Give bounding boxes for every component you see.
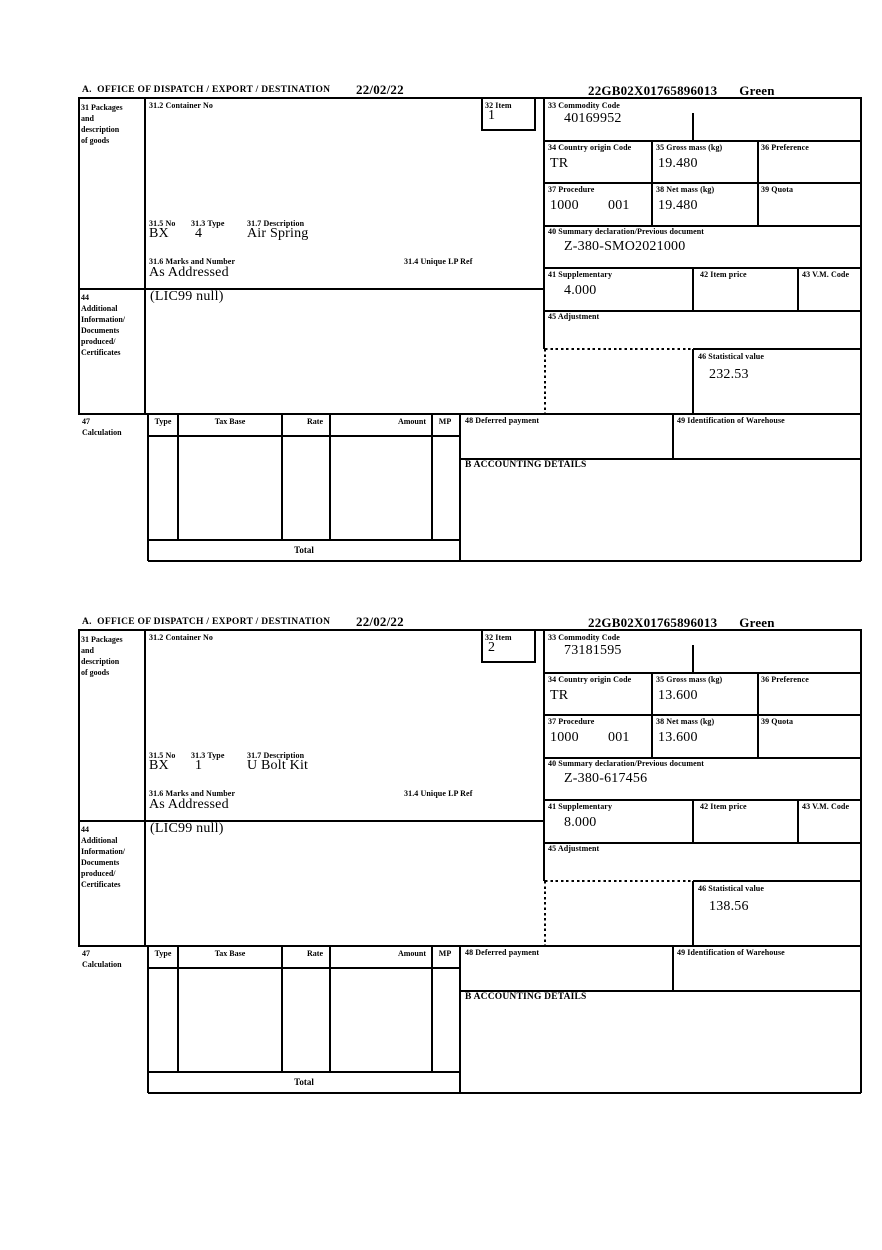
total-label: Total <box>294 545 314 555</box>
warehouse-id-label: 49 Identification of Warehouse <box>677 416 785 425</box>
calc-col-rate: Rate <box>307 417 323 426</box>
marks-value: As Addressed <box>149 797 229 812</box>
marks-value: As Addressed <box>149 265 229 280</box>
calc-col-type: Type <box>154 949 172 958</box>
net-mass-label: 38 Net mass (kg) <box>656 185 715 194</box>
form-grid-lines <box>78 618 862 1094</box>
form-grid-lines <box>78 86 862 562</box>
previous-document-value: Z-380-SMO2021000 <box>564 239 686 254</box>
statistical-value-label: 46 Statistical value <box>698 884 764 893</box>
description-value: Air Spring <box>247 226 309 241</box>
supplementary-label: 41 Supplementary <box>548 802 613 811</box>
net-mass-value: 19.480 <box>658 198 698 213</box>
supplementary-value: 4.000 <box>564 283 597 298</box>
unique-lp-ref-label: 31.4 Unique LP Ref <box>404 257 473 266</box>
calc-col-tax-base: Tax Base <box>214 949 246 958</box>
vm-code-label: 43 V.M. Code <box>802 270 850 279</box>
package-no-value: BX <box>149 758 169 773</box>
calc-col-tax-base: Tax Base <box>214 417 246 426</box>
previous-document-label: 40 Summary declaration/Previous document <box>548 227 705 236</box>
country-origin-label: 34 Country origin Code <box>548 143 632 152</box>
adjustment-label: 45 Adjustment <box>548 312 600 321</box>
box47-calculation-label: 47 Calculation <box>82 417 122 437</box>
supplementary-value: 8.000 <box>564 815 597 830</box>
procedure-value: 1000 <box>550 730 579 745</box>
net-mass-value: 13.600 <box>658 730 698 745</box>
package-type-value: 1 <box>195 758 203 773</box>
marks-number-label: 31.6 Marks and Number <box>149 257 236 266</box>
movement-reference-number: 22GB02X01765896013 <box>588 83 718 98</box>
net-mass-label: 38 Net mass (kg) <box>656 717 715 726</box>
package-no-label: 31.5 No <box>149 751 176 760</box>
declaration-item-section <box>78 614 862 1094</box>
movement-reference-number: 22GB02X01765896013 <box>588 615 718 630</box>
office-of-dispatch-label: A. OFFICE OF DISPATCH / EXPORT / DESTINATION <box>82 85 331 95</box>
item-price-label: 42 Item price <box>700 802 747 811</box>
quota-label: 39 Quota <box>761 717 794 726</box>
statistical-value: 138.56 <box>709 899 749 914</box>
adjustment-label: 45 Adjustment <box>548 844 600 853</box>
box31-packages-label: 31 Packages and description of goods <box>81 635 123 677</box>
procedure-label: 37 Procedure <box>548 185 595 194</box>
procedure-code2-value: 001 <box>608 198 630 213</box>
calc-col-mp: MP <box>438 949 452 958</box>
total-label: Total <box>294 1077 314 1087</box>
box44-additional-label: 44 Additional Information/ Documents produced/ Certificates <box>81 293 125 357</box>
unique-lp-ref-label: 31.4 Unique LP Ref <box>404 789 473 798</box>
additional-info-value: (LIC99 null) <box>150 289 224 304</box>
procedure-label: 37 Procedure <box>548 717 595 726</box>
routing-status: Green <box>739 83 775 98</box>
country-origin-label: 34 Country origin Code <box>548 675 632 684</box>
declaration-item-section <box>78 82 862 562</box>
additional-info-value: (LIC99 null) <box>150 821 224 836</box>
calc-col-rate: Rate <box>307 949 323 958</box>
calc-col-amount: Amount <box>397 417 426 426</box>
country-origin-value: TR <box>550 156 569 171</box>
description-label: 31.7 Description <box>247 751 305 760</box>
calc-col-mp: MP <box>438 417 452 426</box>
previous-document-label: 40 Summary declaration/Previous document <box>548 759 705 768</box>
package-type-label: 31.3 Type <box>191 219 225 228</box>
statistical-value-label: 46 Statistical value <box>698 352 764 361</box>
reference-row <box>588 615 775 631</box>
accounting-details-label: B ACCOUNTING DETAILS <box>465 992 587 1002</box>
procedure-code2-value: 001 <box>608 730 630 745</box>
accounting-details-label: B ACCOUNTING DETAILS <box>465 460 587 470</box>
deferred-payment-label: 48 Deferred payment <box>465 416 540 425</box>
preference-label: 36 Preference <box>761 675 809 684</box>
marks-number-label: 31.6 Marks and Number <box>149 789 236 798</box>
gross-mass-label: 35 Gross mass (kg) <box>656 675 723 684</box>
gross-mass-value: 19.480 <box>658 156 698 171</box>
box44-additional-label: 44 Additional Information/ Documents produced/ Certificates <box>81 825 125 889</box>
commodity-code-value: 73181595 <box>564 643 622 658</box>
commodity-code-label: 33 Commodity Code <box>548 101 620 110</box>
warehouse-id-label: 49 Identification of Warehouse <box>677 948 785 957</box>
preference-label: 36 Preference <box>761 143 809 152</box>
gross-mass-value: 13.600 <box>658 688 698 703</box>
supplementary-label: 41 Supplementary <box>548 270 613 279</box>
container-no-label: 31.2 Container No <box>149 101 213 110</box>
reference-row <box>588 83 775 99</box>
box31-packages-label: 31 Packages and description of goods <box>81 103 123 145</box>
package-type-value: 4 <box>195 226 203 241</box>
office-of-dispatch-label: A. OFFICE OF DISPATCH / EXPORT / DESTINATION <box>82 617 331 627</box>
quota-label: 39 Quota <box>761 185 794 194</box>
item-price-label: 42 Item price <box>700 270 747 279</box>
declaration-date: 22/02/22 <box>356 614 404 629</box>
item-number-value: 2 <box>488 640 496 655</box>
gross-mass-label: 35 Gross mass (kg) <box>656 143 723 152</box>
previous-document-value: Z-380-617456 <box>564 771 648 786</box>
calc-col-type: Type <box>154 417 172 426</box>
commodity-code-label: 33 Commodity Code <box>548 633 620 642</box>
statistical-value: 232.53 <box>709 367 749 382</box>
item-number-value: 1 <box>488 108 496 123</box>
package-no-value: BX <box>149 226 169 241</box>
description-label: 31.7 Description <box>247 219 305 228</box>
calc-col-amount: Amount <box>397 949 426 958</box>
country-origin-value: TR <box>550 688 569 703</box>
commodity-code-value: 40169952 <box>564 111 622 126</box>
description-value: U Bolt Kit <box>247 758 309 773</box>
deferred-payment-label: 48 Deferred payment <box>465 948 540 957</box>
package-no-label: 31.5 No <box>149 219 176 228</box>
vm-code-label: 43 V.M. Code <box>802 802 850 811</box>
item-box-label: 32 Item <box>485 101 512 110</box>
item-box-label: 32 Item <box>485 633 512 642</box>
declaration-date: 22/02/22 <box>356 82 404 97</box>
package-type-label: 31.3 Type <box>191 751 225 760</box>
routing-status: Green <box>739 615 775 630</box>
container-no-label: 31.2 Container No <box>149 633 213 642</box>
box47-calculation-label: 47 Calculation <box>82 949 122 969</box>
procedure-value: 1000 <box>550 198 579 213</box>
